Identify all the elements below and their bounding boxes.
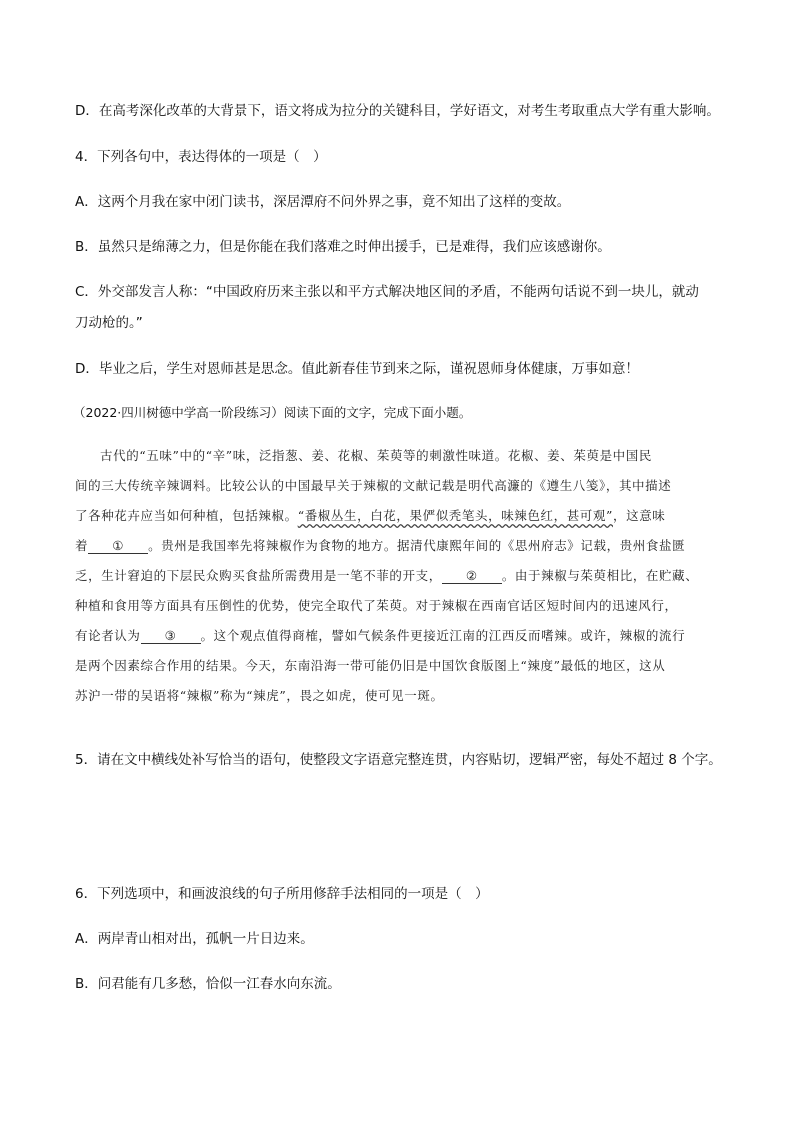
blank-3[interactable]: ③	[141, 628, 201, 644]
q4-option-c-line2: 刀动枪的。”	[75, 315, 143, 331]
q4-stem: 4．下列各句中，表达得体的一项是（ ）	[75, 149, 327, 165]
blank-1[interactable]: ①	[88, 538, 148, 554]
blank-2[interactable]: ②	[442, 568, 502, 584]
passage-text: 有论者认为	[75, 628, 141, 643]
passage-line	[75, 536, 685, 556]
passage-text: 了各种花卉应当如何种植，包括辣椒。	[75, 508, 298, 523]
wavy-underlined-sentence: “番椒丛生，白花，果俨似秃笔头，味辣色红，甚可观”	[297, 508, 613, 523]
q3-option-d: D．在高考深化改革的大背景下，语文将成为拉分的关键科目，学好语文，对考生考取重点大学有重大影响。	[75, 103, 720, 119]
passage-line: 苏沪一带的吴语将“辣椒”称为“辣虎”，畏之如虎，使可见一斑。	[75, 688, 444, 703]
passage-text: 。贵州是我国率先将辣椒作为食物的地方。据清代康熙年间的《思州府志》记载，贵州食盐匮	[148, 538, 686, 553]
passage-line: 间的三大传统辛辣调料。比较公认的中国最早关于辣椒的文献记载是明代高濂的《遵生八笺》，其中描述	[75, 478, 672, 493]
passage-text: 乏，生计窘迫的下层民众购买食盐所需费用是一笔不菲的开支，	[75, 568, 442, 583]
passage-line	[75, 626, 685, 646]
passage-text: 着	[75, 538, 89, 553]
q4-option-b: B．虽然只是绵薄之力，但是你能在我们落难之时伸出援手，已是难得，我们应该感谢你。	[75, 239, 611, 255]
passage-line: 古代的“五味”中的“辛”味，泛指葱、姜、花椒、茱萸等的刺激性味道。花椒、姜、茱萸是中国民	[100, 448, 652, 463]
q6-option-b: B．问君能有几多愁，恰似一江春水向东流。	[75, 976, 341, 992]
passage-line: 是两个因素综合作用的结果。今天，东南沿海一带可能仍旧是中国饮食版图上“辣度”最低的地区，这从	[75, 658, 666, 673]
q5-stem: 5．请在文中横线处补写恰当的语句，使整段文字语意完整连贯，内容贴切，逻辑严密，每处不超过 8 个字。	[75, 752, 722, 768]
q4-option-d: D．毕业之后，学生对恩师甚是思念。值此新春佳节到来之际，谨祝恩师身体健康，万事如意！	[75, 361, 639, 377]
q6-stem: 6．下列选项中，和画波浪线的句子所用修辞手法相同的一项是（ ）	[75, 886, 489, 902]
passage-text: 。由于辣椒与茱萸相比，在贮藏、	[501, 568, 699, 583]
q4-option-a: A．这两个月我在家中闭门读书，深居潭府不问外界之事，竟不知出了这样的变故。	[75, 194, 571, 210]
passage-text: ，这意味	[613, 508, 666, 523]
passage-line: 种植和食用等方面具有压倒性的优势，使完全取代了茱萸。对于辣椒在西南官话区短时间内的迅速风行，	[75, 598, 678, 613]
passage-line	[75, 566, 698, 586]
source-note: （2022·四川树德中学高一阶段练习）阅读下面的文字，完成下面小题。	[73, 405, 472, 420]
q4-option-c-line1: C．外交部发言人称：“中国政府历来主张以和平方式解决地区间的矛盾，不能两句话说不到一块儿，就动	[75, 284, 699, 300]
passage-line	[75, 506, 665, 526]
reading-passage	[75, 446, 730, 736]
passage-text: 。这个观点值得商榷，譬如气候条件更接近江南的江西反而嗜辣。或许，辣椒的流行	[200, 628, 686, 643]
q6-option-a: A．两岸青山相对出，孤帆一片日边来。	[75, 931, 314, 947]
